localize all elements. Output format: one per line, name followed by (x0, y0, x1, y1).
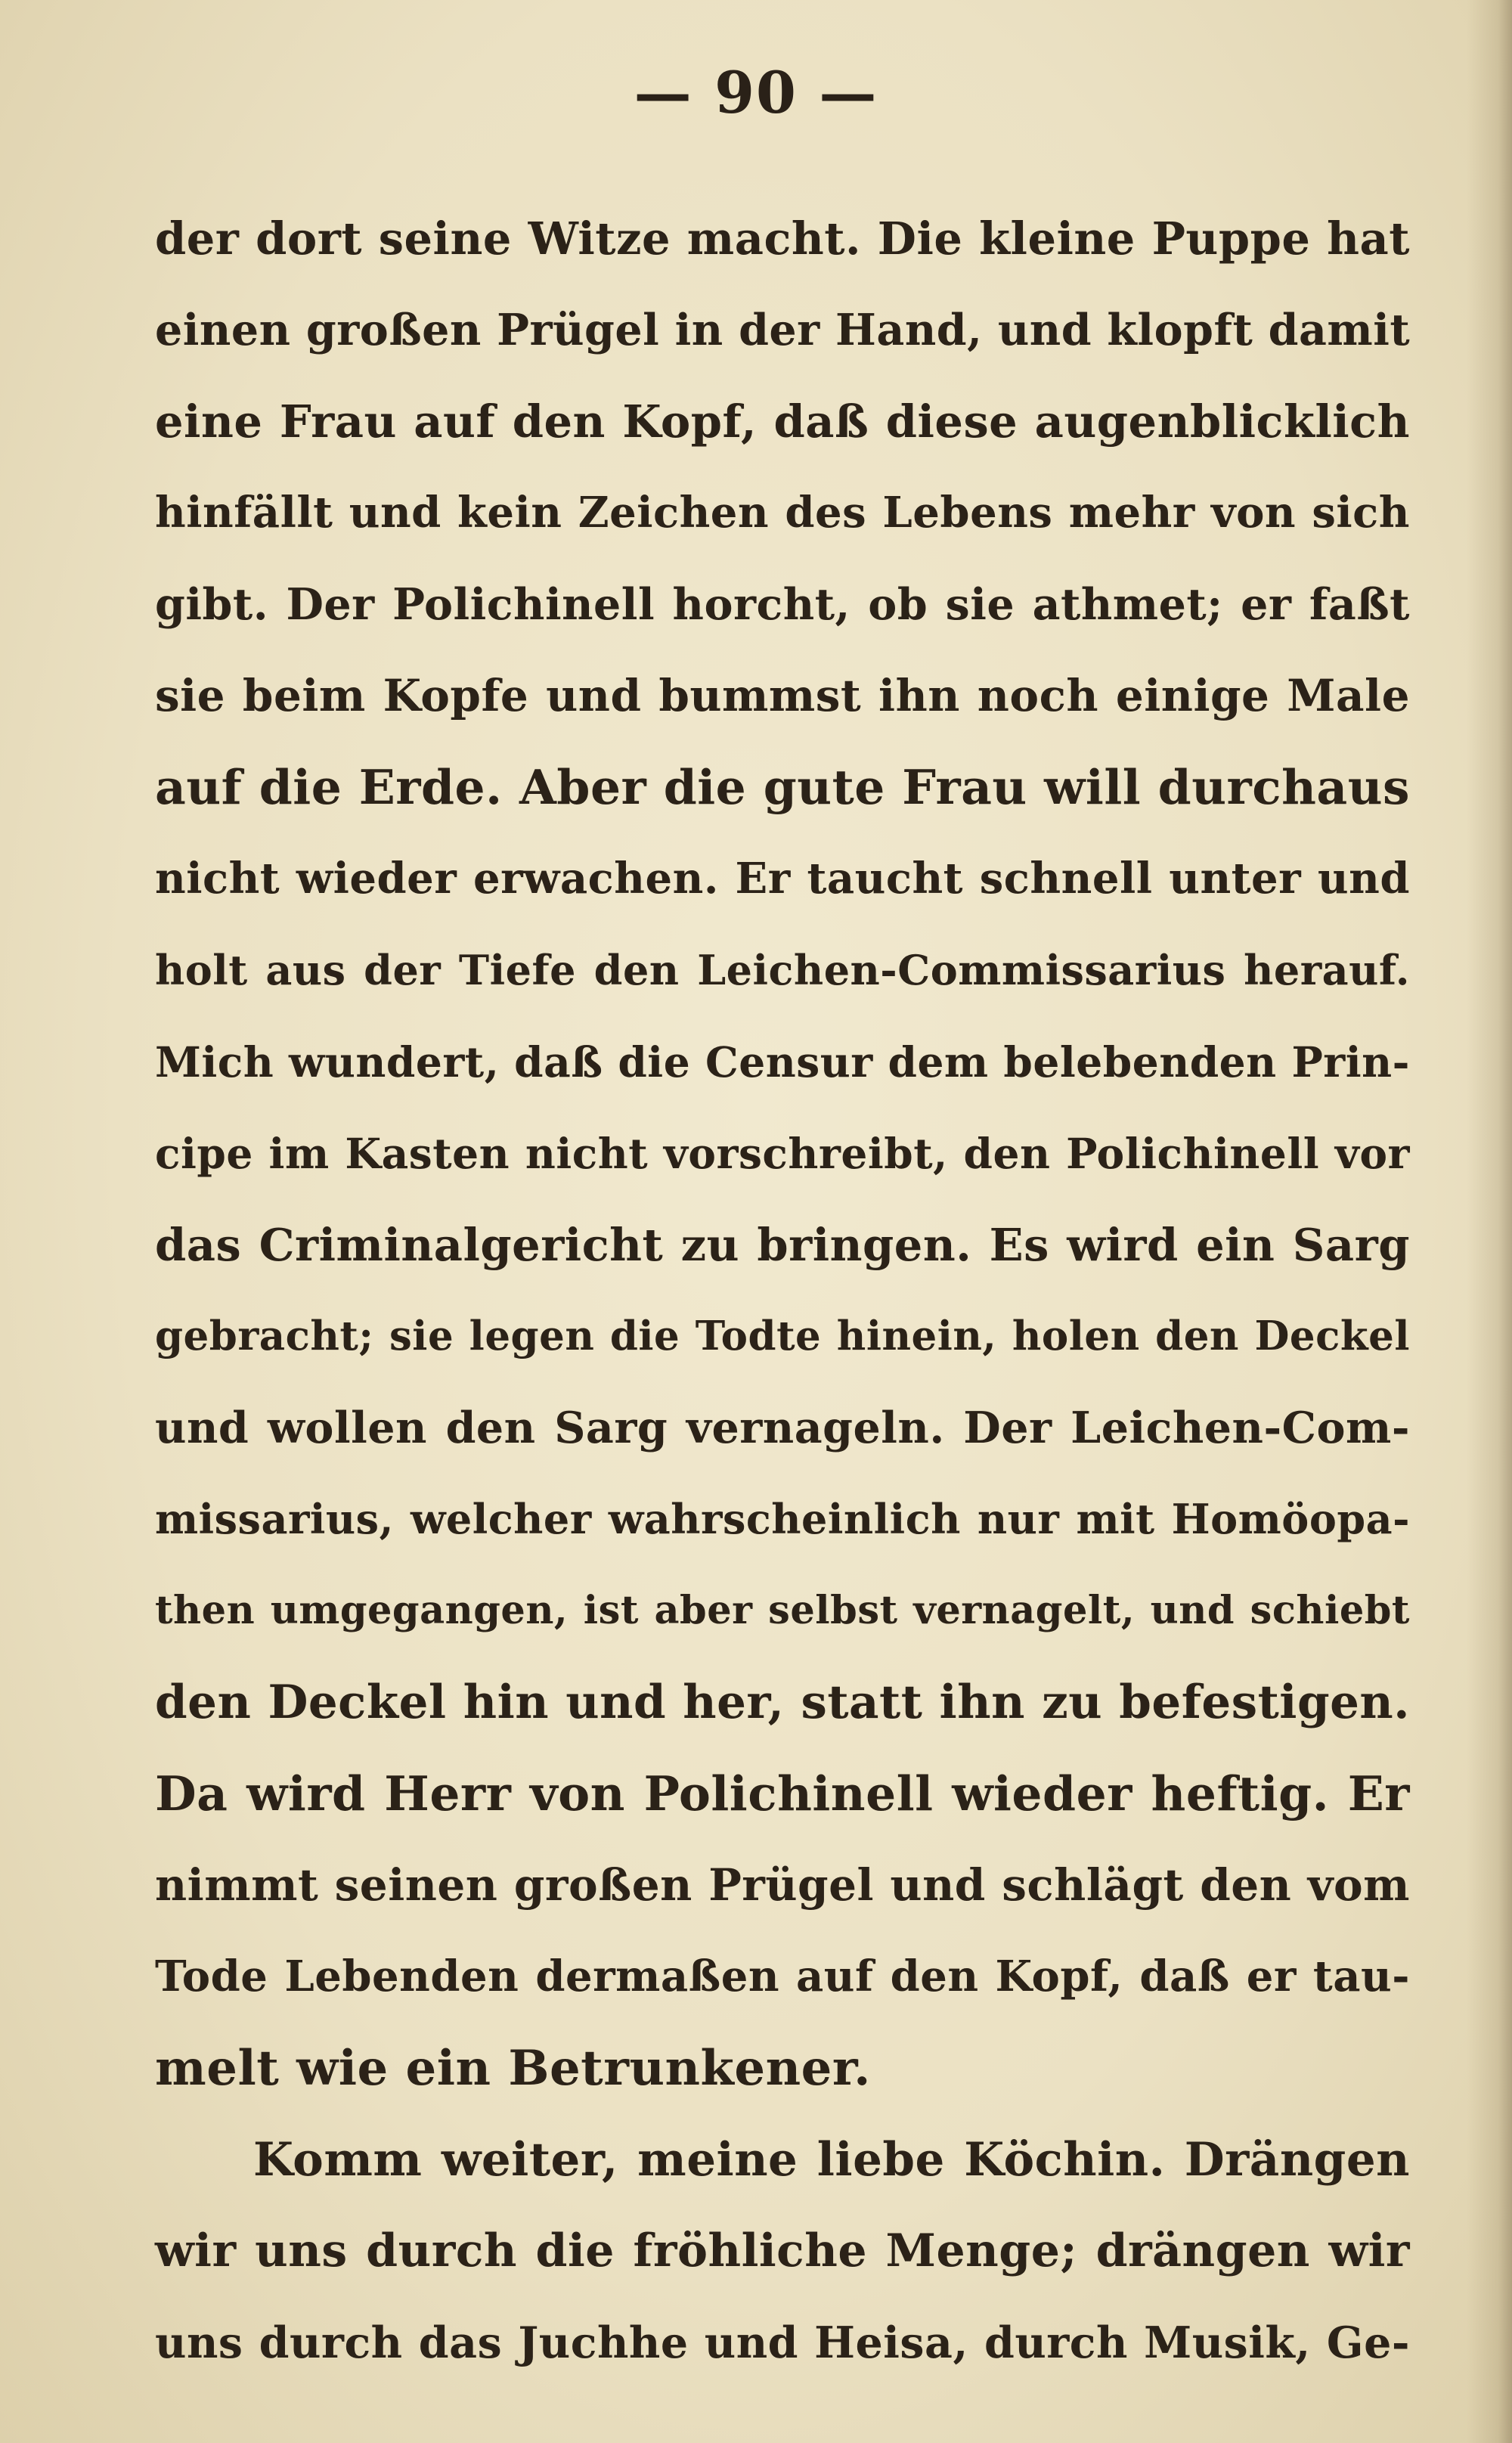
text-line: melt wie ein Betrunkener. (155, 2040, 871, 2097)
text-line: hinfällt und kein Zeichen des Lebens mehr von sich (155, 488, 1410, 538)
body-text (155, 193, 1410, 2389)
text-line: sie beim Kopfe und bummst ihn noch einige Male (155, 670, 1410, 721)
text-line: uns durch das Juchhe und Heisa, durch Musik, Ge- (155, 2317, 1410, 2368)
text-line: Mich wundert, daß die Censur dem belebenden Prin- (155, 1037, 1410, 1087)
text-line: nicht wieder erwachen. Er taucht schnell unter und (155, 854, 1410, 904)
text-line: den Deckel hin und her, statt ihn zu befestigen. (155, 1676, 1410, 1729)
text-line: missarius, welcher wahrscheinlich nur mit Homöopa- (155, 1495, 1410, 1543)
text-line: einen großen Prügel in der Hand, und klopft damit (155, 305, 1411, 355)
text-line: nimmt seinen großen Prügel und schlägt den vom (155, 1859, 1410, 1911)
text-line: then umgegangen, ist aber selbst vernagelt, und schiebt (155, 1588, 1410, 1633)
page-edge-shadow (1467, 0, 1512, 2443)
page-number: — 90 — (634, 59, 878, 126)
text-line: holt aus der Tiefe den Leichen-Commissarius herauf. (155, 946, 1410, 994)
text-line: cipe im Kasten nicht vorschreibt, den Polichinell vor (155, 1129, 1410, 1178)
text-line: Da wird Herr von Polichinell wieder heftig. Er (155, 1766, 1410, 1821)
text-line: und wollen den Sarg vernageln. Der Leichen-Com- (155, 1403, 1410, 1453)
text-line: Tode Lebenden dermaßen auf den Kopf, daß er tau- (155, 1952, 1410, 2001)
text-line: der dort seine Witze macht. Die kleine Puppe hat (155, 212, 1410, 265)
text-line: wir uns durch die fröhliche Menge; drängen wir (155, 2224, 1410, 2277)
text-line: gibt. Der Polichinell horcht, ob sie athmet; er faßt (155, 579, 1410, 630)
text-line: gebracht; sie legen die Todte hinein, holen den Deckel (155, 1313, 1410, 1359)
text-line: Komm weiter, meine liebe Köchin. Drängen (253, 2133, 1410, 2187)
text-line: das Criminalgericht zu bringen. Es wird ein Sarg (155, 1219, 1410, 1271)
text-line: eine Frau auf den Kopf, daß diese augenblicklich (155, 395, 1410, 448)
text-line: auf die Erde. Aber die gute Frau will durchaus (155, 759, 1410, 815)
